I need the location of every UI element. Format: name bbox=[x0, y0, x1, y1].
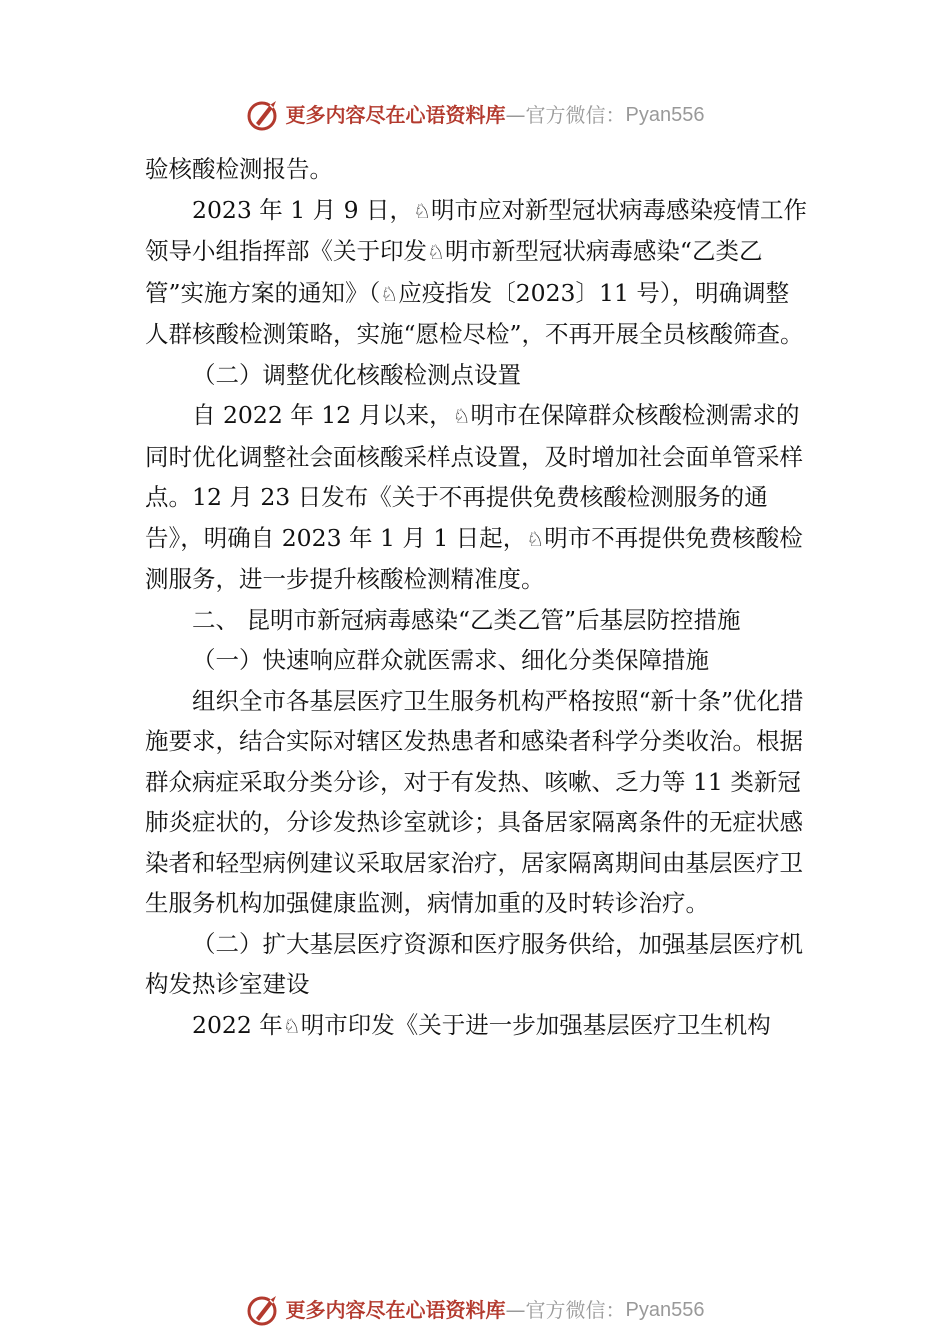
header-main-text: 更多内容尽在心语资料库 bbox=[285, 103, 506, 127]
paragraph-dec-2022-sites bbox=[145, 395, 810, 600]
text-run: 明市新型冠状病毒感染“乙类乙管”实施方案的通知》（ bbox=[145, 237, 763, 307]
paragraph-2022-notice bbox=[145, 1005, 810, 1047]
text-run: 自 2022 年 12 月以来， bbox=[192, 401, 453, 429]
knight-glyph-icon: ♘ bbox=[526, 526, 545, 551]
footer-banner bbox=[0, 1290, 950, 1330]
subheading-rapid-response: （一）快速响应群众就医需求、细化分类保障措施 bbox=[192, 646, 709, 674]
text-run: 明市应对新型冠状病毒感染疫情工作领导小组指挥部《关于印发 bbox=[145, 195, 807, 265]
subheading-optimize-test-sites: （二）调整优化核酸检测点设置 bbox=[192, 360, 521, 389]
pen-logo-icon bbox=[246, 97, 282, 133]
footer-wechat-id: Pyan556 bbox=[625, 1299, 705, 1321]
paragraph-jan-9-notice bbox=[145, 190, 810, 355]
section-heading-two: 二、 昆明市新冠病毒感染“乙类乙管”后基层防控措施 bbox=[192, 605, 741, 634]
subheading-expand-resources: （二）扩大基层医疗资源和医疗服务供给，加强基层医疗机构发热诊室建设 bbox=[145, 929, 803, 998]
paragraph-continuation: 验核酸检测报告。 bbox=[145, 155, 333, 183]
document-body bbox=[145, 149, 810, 1046]
text-run: 明市在保障群众核酸检测需求的同时优化调整社会面核酸采样点设置，及时增加社会面单管采样点。12 月 23 日发布《关于不再提供免费核酸检测服务的通告》，明确自 2023 年 1 月 1 日起， bbox=[145, 401, 803, 552]
text-run: 明市印发《关于进一步加强基层医疗卫生机构 bbox=[300, 1010, 771, 1039]
pen-logo-icon bbox=[246, 1292, 282, 1328]
knight-glyph-icon: ♘ bbox=[427, 240, 445, 264]
knight-glyph-icon: ♘ bbox=[282, 1013, 301, 1038]
footer-main-text: 更多内容尽在心语资料库 bbox=[285, 1298, 506, 1322]
header-dash: — bbox=[505, 103, 526, 127]
header-wechat-label: 官方微信： bbox=[525, 103, 626, 127]
text-run: 2022 年 bbox=[192, 1010, 283, 1039]
knight-glyph-icon: ♘ bbox=[413, 198, 431, 223]
knight-glyph-icon: ♘ bbox=[380, 281, 399, 306]
footer-dash: — bbox=[505, 1298, 526, 1322]
text-run: 应疫指发〔2023〕11 号），明确调整人群核酸检测策略，实施“愿检尽检”，不再开展全员核酸筛查。 bbox=[145, 278, 804, 348]
header-banner bbox=[0, 95, 950, 135]
text-run: 2023 年 1 月 9 日， bbox=[192, 195, 414, 224]
header-wechat-id: Pyan556 bbox=[625, 104, 705, 126]
text-run: 明市不再提供免费核酸检测服务，进一步提升核酸检测精准度。 bbox=[145, 523, 803, 593]
knight-glyph-icon: ♘ bbox=[452, 404, 471, 428]
footer-wechat-label: 官方微信： bbox=[525, 1298, 626, 1322]
paragraph-ten-measures: 组织全市各基层医疗卫生服务机构严格按照“新十条”优化措施要求，结合实际对辖区发热患者和感染者科学分类收治。根据群众病症采取分类分诊，对于有发热、咳嗽、乏力等 11 类新冠肺炎症状的，分诊发热诊室就诊；具备居家隔离条件的无症状感染者和轻型病例建议采取居家治疗，居家隔离期间由基层医疗卫生服务机构加强健康监测，病情加重的及时转诊治疗。 bbox=[145, 686, 804, 917]
